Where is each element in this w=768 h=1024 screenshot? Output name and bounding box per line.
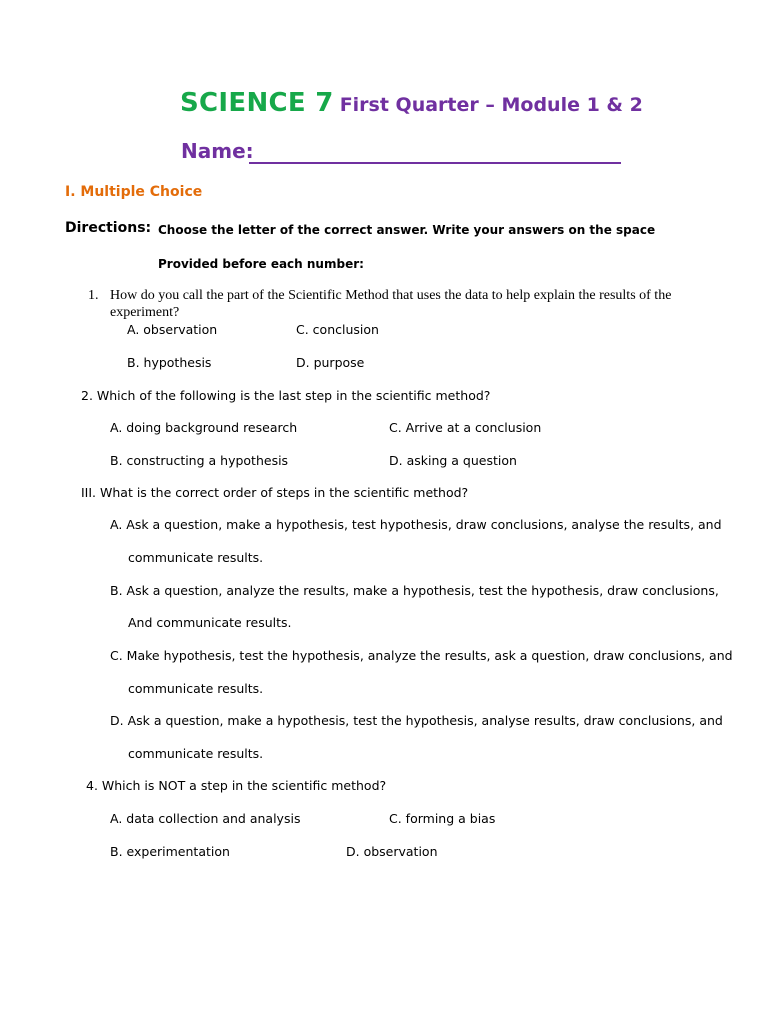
question-2-text: 2. Which of the following is the last step in the scientific method?: [81, 388, 491, 403]
question-2-option-b: B. constructing a hypothesis: [110, 453, 289, 468]
question-3-option-a-line1: A. Ask a question, make a hypothesis, test hypothesis, draw conclusions, analyse the results, and: [110, 517, 722, 532]
subject-title: SCIENCE 7: [180, 88, 334, 118]
question-3-text: III. What is the correct order of steps in the scientific method?: [81, 485, 469, 500]
question-4-option-a: A. data collection and analysis: [110, 811, 301, 826]
question-3-option-d-line2: communicate results.: [128, 746, 264, 761]
question-1-text-line2: experiment?: [110, 305, 180, 320]
question-3-option-c-line2: communicate results.: [128, 681, 264, 696]
question-4-option-b: B. experimentation: [110, 844, 230, 859]
question-1-option-a: A. observation: [127, 322, 218, 337]
name-field: [181, 139, 254, 163]
name-blank-line: [249, 162, 621, 164]
directions-text-line2: Provided before each number:: [158, 257, 364, 271]
directions-label: Directions:: [65, 220, 152, 236]
question-3-option-a-line2: communicate results.: [128, 550, 264, 565]
question-2-option-c: C. Arrive at a conclusion: [389, 420, 542, 435]
question-1-option-c: C. conclusion: [296, 322, 379, 337]
question-1-option-b: B. hypothesis: [127, 355, 212, 370]
question-3-option-b-line1: B. Ask a question, analyze the results, make a hypothesis, test the hypothesis, draw conclusions,: [110, 583, 719, 598]
question-1-option-d: D. purpose: [296, 355, 365, 370]
question-1-number: 1.: [88, 288, 99, 303]
question-3-option-b-line2: And communicate results.: [128, 615, 292, 630]
question-3-option-d-line1: D. Ask a question, make a hypothesis, test the hypothesis, analyse results, draw conclusions, and: [110, 713, 723, 728]
module-subtitle: First Quarter – Module 1 & 2: [339, 94, 643, 116]
question-4-option-c: C. forming a bias: [389, 811, 496, 826]
question-4-text: 4. Which is NOT a step in the scientific method?: [86, 778, 387, 793]
question-1-text-line1: How do you call the part of the Scientific Method that uses the data to help explain the results of the: [110, 288, 672, 303]
question-2-option-d: D. asking a question: [389, 453, 517, 468]
directions-text-line1: Choose the letter of the correct answer. Write your answers on the space: [158, 223, 656, 237]
question-4-option-d: D. observation: [346, 844, 438, 859]
question-3-option-c-line1: C. Make hypothesis, test the hypothesis, analyze the results, ask a question, draw conclusions, and: [110, 648, 733, 663]
name-label: Name:: [181, 139, 254, 163]
section-heading: I. Multiple Choice: [65, 184, 203, 200]
worksheet-title: [180, 88, 643, 128]
question-2-option-a: A. doing background research: [110, 420, 298, 435]
